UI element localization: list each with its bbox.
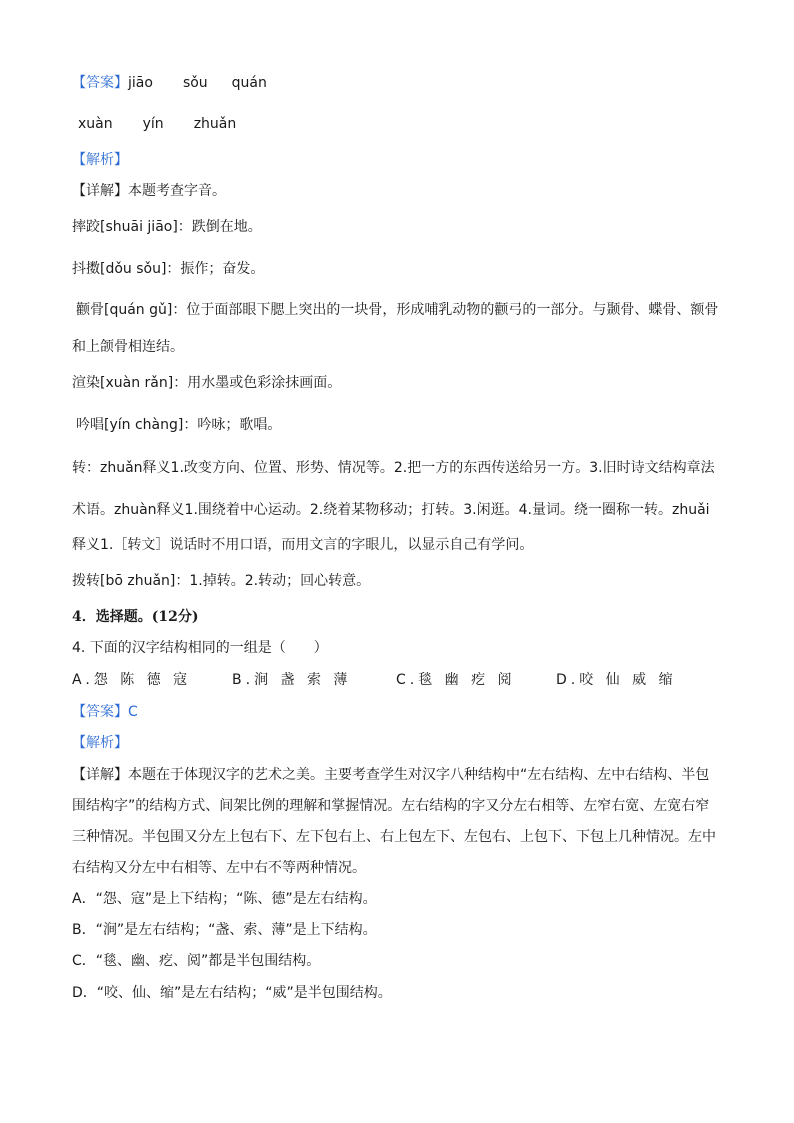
option-c: C.毯 幽 疙 阅: [396, 672, 516, 688]
pinyin-answer-2: sǒu: [182, 75, 208, 91]
word-entry-xuanran: 渲染[xuàn rǎn]：用水墨或色彩涂抹画面。: [72, 375, 342, 391]
options-row: [72, 670, 677, 690]
analysis-label-q4: 【解析】: [72, 735, 128, 751]
word-entry-yinchang: 吟唱[yín chàng]：吟咏；歌唱。: [76, 417, 282, 433]
word-entry-shuaijiao: 摔跤[shuāi jiāo]：跌倒在地。: [72, 219, 262, 235]
detail-q4-line-3: 三种情况。半包围又分左上包右下、左下包右上、右上包左下、左包右、上包下、下包上几种情况。左中: [72, 829, 716, 845]
option-a: A.怨 陈 德 寇: [72, 672, 192, 688]
option-b: B.涧 盏 索 薄: [232, 672, 352, 688]
explanation-b: B．“涧”是左右结构；“盏、索、薄”是上下结构。: [72, 922, 377, 938]
detail-q4-line-1: 【详解】本题在于体现汉字的艺术之美。主要考查学生对汉字八种结构中“左右结构、左中右结构、半包: [72, 767, 710, 783]
answer-line-2: [78, 114, 236, 134]
analysis-label-q3: 【解析】: [72, 152, 128, 168]
answer-line-1: [72, 73, 267, 93]
question-q4: 4. 下面的汉字结构相同的一组是（ ）: [72, 640, 328, 656]
answer-label: 【答案】: [72, 75, 128, 91]
word-entry-bozhuan: 拨转[bō zhuǎn]：1.掉转。2.转动；回心转意。: [72, 573, 371, 589]
detail-q4-line-4: 右结构又分左中右相等、左中右不等两种情况。: [72, 860, 366, 876]
word-entry-dousou: 抖擞[dǒu sǒu]：振作；奋发。: [72, 261, 265, 277]
word-entry-quangu: 颧骨[quán gǔ]：位于面部眼下腮上突出的一块骨，形成哺乳动物的颧弓的一部分。与颞骨、蝶骨、额骨: [76, 302, 719, 318]
pinyin-answer-6: zhuǎn: [193, 116, 237, 132]
detail-q3: 【详解】本题考查字音。: [72, 183, 226, 199]
word-entry-quangu-cont: 和上颌骨相连结。: [72, 339, 184, 355]
option-d: D.咬 仙 威 缩: [556, 672, 677, 688]
word-entry-zhuan-3: 释义1.［转文］说话时不用口语，而用文言的字眼儿，以显示自己有学问。: [72, 537, 534, 553]
word-entry-zhuan-2: 术语。zhuàn释义1.围绕着中心运动。2.绕着某物移动；打转。3.闲逛。4.量词。绕一圈称一转。zhuǎi: [72, 502, 710, 518]
pinyin-answer-5: yín: [142, 116, 164, 132]
pinyin-answer-4: xuàn: [78, 116, 113, 132]
detail-q4-line-2: 围结构字”的结构方式、间架比例的理解和掌握情况。左右结构的字又分左右相等、左窄右宽、左宽右窄: [72, 798, 710, 814]
word-entry-zhuan-1: 转：zhuǎn释义1.改变方向、位置、形势、情况等。2.把一方的东西传送给另一方。3.旧时诗文结构章法: [72, 460, 715, 476]
explanation-c: C．“毯、幽、疙、阅”都是半包围结构。: [72, 953, 321, 969]
answer-q4: [72, 702, 138, 722]
answer-q4-text: 【答案】C: [72, 704, 138, 720]
pinyin-answer-1: jiāo: [128, 75, 153, 91]
pinyin-answer-3: quán: [231, 75, 267, 91]
explanation-a: A．“怨、寇”是上下结构；“陈、德”是左右结构。: [72, 891, 377, 907]
explanation-d: D．“咬、仙、缩”是左右结构；“威”是半包围结构。: [72, 985, 392, 1001]
section-title-q4: 4．选择题。(12分): [72, 609, 199, 625]
